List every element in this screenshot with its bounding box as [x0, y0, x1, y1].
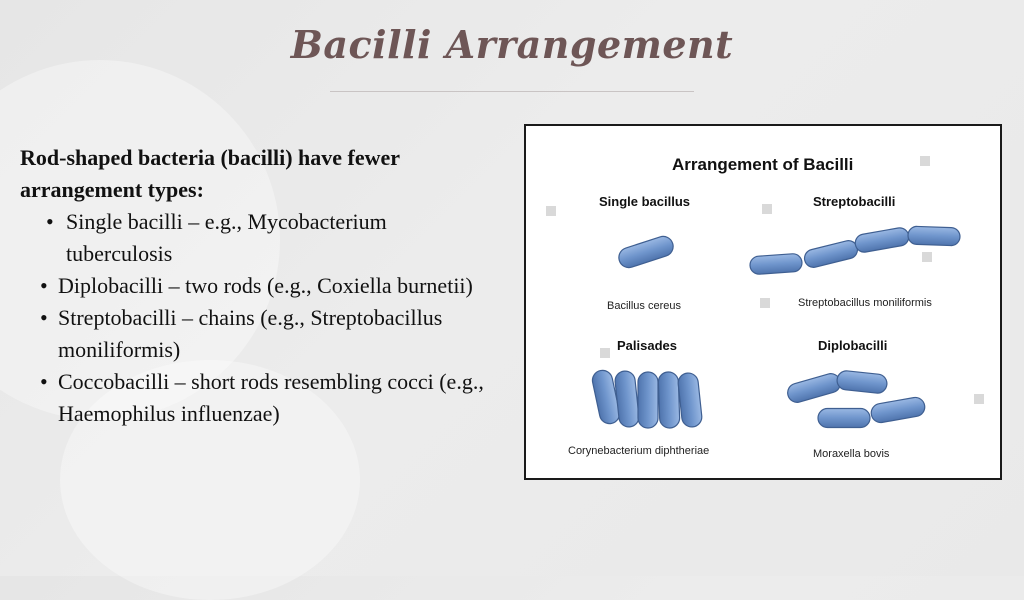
- bullet-dot-icon: •: [40, 305, 48, 330]
- bullet-text: Single bacilli – e.g., Mycobacterium tuberculosis: [66, 209, 387, 266]
- bullet-item: [20, 206, 490, 270]
- panel-heading-diplo: Diplobacilli: [818, 338, 888, 353]
- figure-title: Arrangement of Bacilli: [672, 155, 854, 174]
- body-text: [20, 142, 490, 430]
- rod-cell: [908, 226, 961, 246]
- bullet-text: Streptobacilli – chains (e.g., Streptobacillus moniliformis): [58, 305, 443, 362]
- intro-text: Rod-shaped bacteria (bacilli) have fewer arrangement types:: [20, 145, 400, 202]
- rod-cell: [616, 234, 675, 270]
- bullet-list: [20, 206, 490, 430]
- bullet-text: Coccobacilli – short rods resembling cocci (e.g., Haemophilus influenzae): [58, 369, 484, 426]
- bacilli-illustration: [526, 126, 1000, 478]
- single-bacillus-drawing: [616, 234, 675, 270]
- watermark-mark: [922, 252, 932, 262]
- panel-caption-strepto: Streptobacillus moniliformis: [798, 297, 932, 309]
- watermark-mark: [974, 394, 984, 404]
- bullet-dot-icon: •: [40, 369, 48, 394]
- panel-heading-single: Single bacillus: [599, 194, 691, 209]
- panel-caption-single: Bacillus cereus: [607, 300, 681, 312]
- rod-cell: [818, 409, 870, 428]
- watermark-mark: [760, 298, 770, 308]
- rod-cell: [677, 372, 703, 428]
- rod-cell: [749, 253, 802, 275]
- bullet-dot-icon: •: [40, 273, 48, 298]
- slide-title: Bacilli Arrangement: [290, 22, 734, 67]
- bullet-item: [20, 366, 490, 430]
- watermark-mark: [920, 156, 930, 166]
- panel-caption-palisades: Corynebacterium diphtheriae: [568, 445, 710, 457]
- bullet-text: Diplobacilli – two rods (e.g., Coxiella burnetii): [58, 273, 473, 298]
- rod-cell: [785, 371, 842, 404]
- panel-caption-diplo: Moraxella bovis: [813, 448, 890, 460]
- bullet-item: [20, 302, 490, 366]
- rod-cell: [870, 396, 926, 424]
- watermark-mark: [762, 204, 772, 214]
- bullet-item: [20, 270, 490, 302]
- diplobacilli-drawing: [785, 370, 926, 428]
- rod-cell: [836, 370, 888, 394]
- rod-cell: [658, 372, 680, 429]
- panel-heading-strepto: Streptobacilli: [813, 194, 896, 209]
- rod-cell: [854, 226, 910, 253]
- rod-cell: [803, 239, 860, 270]
- palisades-drawing: [591, 369, 703, 429]
- bullet-dot-icon: •: [46, 209, 54, 234]
- streptobacilli-drawing: [749, 226, 960, 275]
- watermark-mark: [546, 206, 556, 216]
- panel-heading-palisades: Palisades: [617, 338, 677, 353]
- rod-cell: [638, 372, 658, 428]
- watermark-mark: [600, 348, 610, 358]
- bacilli-figure: [524, 124, 1002, 480]
- title-divider: [330, 91, 694, 92]
